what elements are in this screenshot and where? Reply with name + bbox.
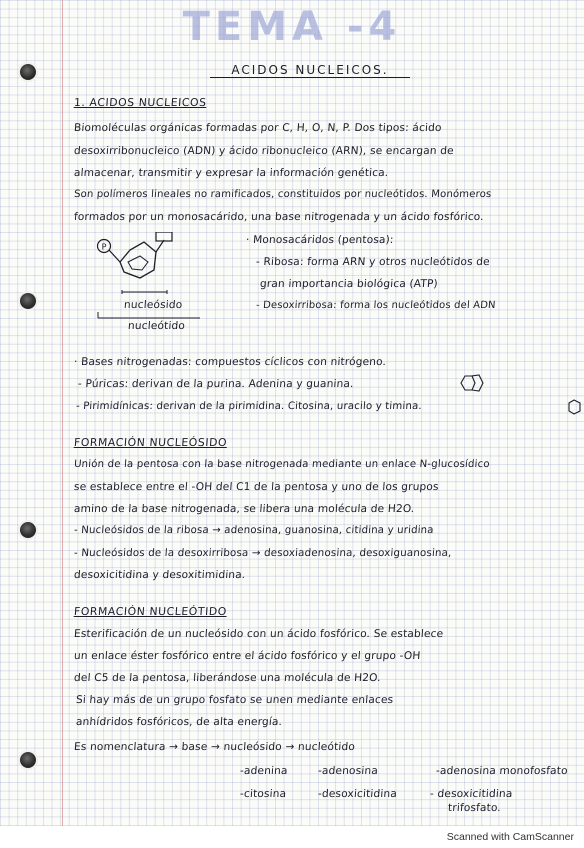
page-title: TEMA -4 (182, 4, 402, 50)
section-heading: FORMACIÓN NUCLEÓTIDO (73, 605, 228, 618)
text-line: trifosfato. (447, 802, 502, 814)
text-line: -citosina (239, 788, 287, 800)
nucleoside-label: nucleósido (123, 299, 183, 311)
margin-line (62, 0, 63, 826)
text-line: Unión de la pentosa con la base nitrogenada mediante un enlace N-glucosídico (73, 459, 491, 470)
text-line: - Desoxirribosa: forma los nucleótidos del ADN (255, 300, 496, 311)
text-line: - Ribosa: forma ARN y otros nucleótidos de (255, 256, 491, 268)
text-line: gran importancia biológica (ATP) (259, 278, 439, 290)
text-line: se establece entre el -OH del C1 de la pentosa y uno de los grupos (73, 481, 440, 493)
text-line: amino de la base nitrogenada, se libera una molécula de H2O. (73, 503, 415, 515)
scan-footer (0, 826, 584, 848)
text-line: - Púricas: derivan de la purina. Adenina y guanina. (77, 378, 355, 390)
text-line: del C5 de la pentosa, liberándose una molécula de H2O. (73, 672, 382, 684)
text-line: desoxirribonucleico (ADN) y ácido ribonucleico (ARN), se encargan de (73, 145, 455, 157)
text-line: - desoxicitidina (429, 788, 513, 800)
footer-text: Scanned with CamScanner (446, 831, 574, 843)
binder-hole (20, 293, 36, 309)
text-line: - Pirimidínicas: derivan de la pirimidina. Citosina, uracilo y timina. (75, 401, 423, 412)
text-line: · Monosacáridos (pentosa): (245, 234, 395, 246)
binder-hole (20, 522, 36, 538)
text-line: desoxicitidina y desoxitimidina. (73, 569, 246, 581)
section-heading: FORMACIÓN NUCLEÓSIDO (73, 436, 228, 449)
text-line: - Nucleósidos de la ribosa → adenosina, guanosina, citidina y uridina (73, 525, 434, 536)
text-line: -adenina (239, 765, 289, 777)
section-heading: 1. ACIDOS NUCLEICOS (73, 96, 208, 109)
text-line: almacenar, transmitir y expresar la información genética. (73, 167, 389, 179)
text-line: Esterificación de un nucleósido con un ácido fosfórico. Se establece (73, 628, 444, 640)
text-line: anhídridos fosfóricos, de alta energía. (75, 716, 283, 728)
text-line: · Bases nitrogenadas: compuestos cíclicos con nitrógeno. (73, 356, 387, 368)
text-line: Si hay más de un grupo fosfato se unen mediante enlaces (75, 694, 394, 706)
binder-hole (20, 752, 36, 768)
text-line: -desoxicitidina (317, 788, 398, 800)
text-line: -adenosina monofosfato (435, 765, 569, 777)
binder-hole (20, 64, 36, 80)
text-line: formados por un monosacárido, una base nitrogenada y un ácido fosfórico. (73, 211, 485, 223)
nucleotide-label: nucleótido (127, 320, 186, 332)
purine-structure-icon (456, 373, 486, 393)
text-line: - Nucleósidos de la desoxirribosa → desoxiadenosina, desoxiguanosina, (73, 547, 452, 559)
phosphate-label: P (101, 242, 107, 252)
text-line: Es nomenclatura → base → nucleósido → nucleótido (73, 741, 356, 753)
page-subtitle: ACIDOS NUCLEICOS. (210, 63, 410, 78)
pyrimidine-structure-icon (566, 397, 582, 417)
text-line: Son polímeros lineales no ramificados, constituidos por nucleótidos. Monómeros (73, 189, 492, 200)
text-line: Biomoléculas orgánicas formadas por C, H, O, N, P. Dos tipos: ácido (73, 122, 443, 134)
text-line: un enlace éster fosfórico entre el ácido fosfórico y el grupo -OH (73, 650, 421, 662)
text-line: -adenosina (317, 765, 379, 777)
